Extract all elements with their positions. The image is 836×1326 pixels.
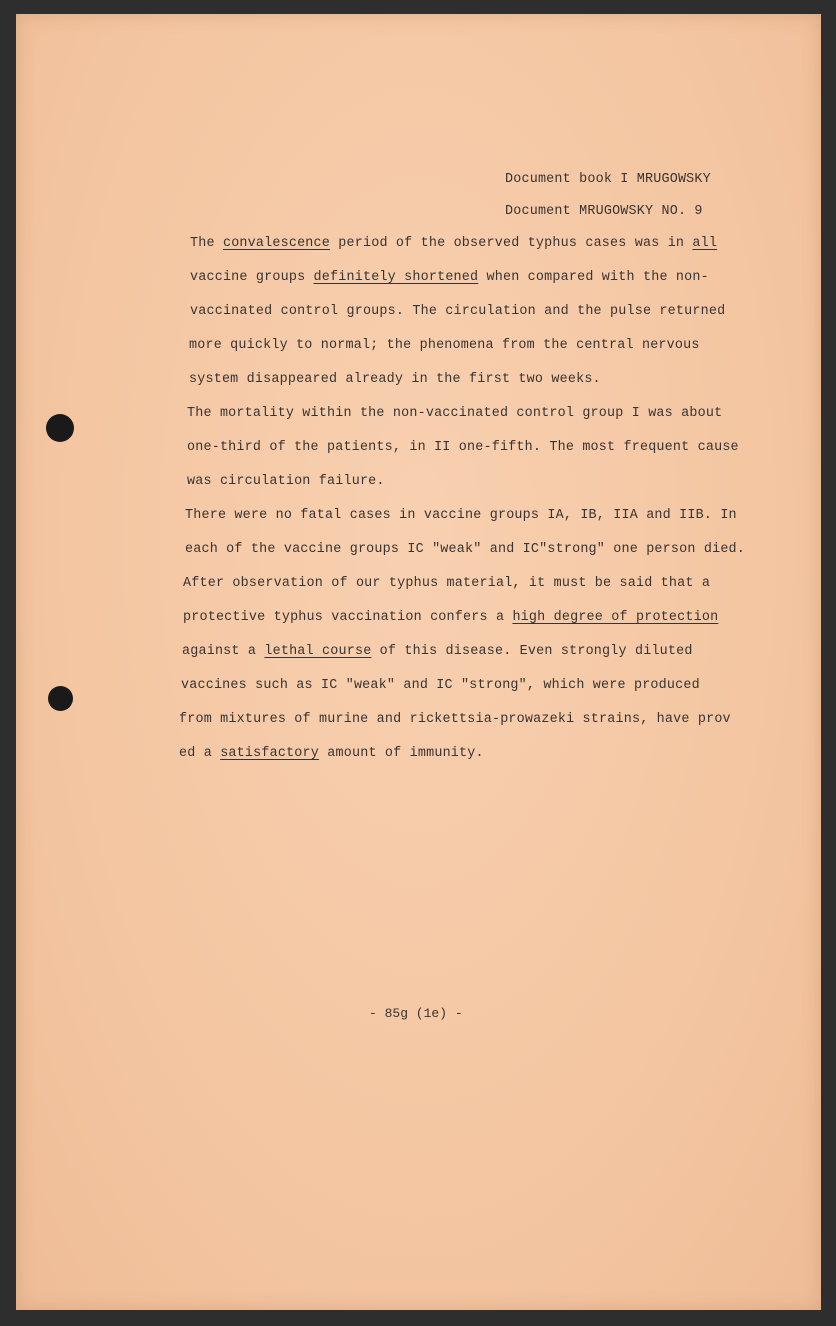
line-text: when compared with the non- — [478, 270, 709, 285]
punch-hole-bottom — [48, 686, 73, 711]
line-text: vaccines such as IC "weak" and IC "strong", which were produced — [181, 678, 700, 693]
line-text: against a — [182, 644, 265, 659]
body-line — [185, 542, 745, 557]
body-line — [179, 746, 484, 761]
body-line — [179, 712, 731, 727]
document-page — [16, 14, 821, 1310]
line-text: was circulation failure. — [187, 474, 385, 489]
page-number: - 85g (1e) - — [369, 1006, 463, 1021]
body-line — [187, 440, 739, 455]
document-book-header: Document book I MRUGOWSKY — [505, 172, 711, 187]
underlined-phrase: all — [692, 236, 718, 251]
line-text: each of the vaccine groups IC "weak" and IC"strong" one person died. — [185, 542, 746, 557]
line-text: more quickly to normal; the phenomena from the central nervous — [189, 338, 700, 353]
line-text: The — [190, 236, 223, 251]
line-text: protective typhus vaccination confers a — [183, 610, 513, 625]
line-text: system disappeared already in the first two weeks. — [189, 372, 601, 387]
line-text: from mixtures of murine and rickettsia-prowazeki strains, have prov — [179, 712, 731, 727]
line-text: amount of immunity. — [319, 746, 484, 761]
body-line — [189, 372, 601, 387]
body-line — [190, 304, 725, 319]
underlined-phrase: satisfactory — [220, 746, 320, 761]
punch-hole-top — [46, 414, 74, 442]
body-line — [182, 644, 693, 659]
body-line — [183, 610, 718, 625]
body-line — [181, 678, 700, 693]
body-line — [190, 236, 717, 251]
line-text: After observation of our typhus material, it must be said that a — [183, 576, 711, 591]
line-text: of this disease. Even strongly diluted — [371, 644, 693, 659]
underlined-phrase: lethal course — [264, 644, 372, 659]
body-line — [189, 338, 700, 353]
body-line — [187, 406, 722, 421]
body-line — [190, 270, 709, 285]
line-text: The mortality within the non-vaccinated control group I was about — [187, 406, 723, 421]
underlined-phrase: definitely shortened — [313, 270, 479, 285]
body-line — [187, 474, 385, 489]
body-line — [183, 576, 710, 591]
document-number-header: Document MRUGOWSKY NO. 9 — [505, 204, 703, 219]
line-text: vaccinated control groups. The circulation and the pulse returned — [190, 304, 726, 319]
body-line — [185, 508, 737, 523]
line-text: one-third of the patients, in II one-fifth. The most frequent cause — [187, 440, 739, 455]
line-text: vaccine groups — [190, 270, 314, 285]
underlined-phrase: convalescence — [222, 236, 331, 251]
underlined-phrase: high degree of protection — [512, 610, 719, 625]
line-text: ed a — [179, 746, 221, 761]
line-text: period of the observed typhus cases was in — [330, 236, 693, 251]
line-text: There were no fatal cases in vaccine groups IA, IB, IIA and IIB. In — [185, 508, 737, 523]
